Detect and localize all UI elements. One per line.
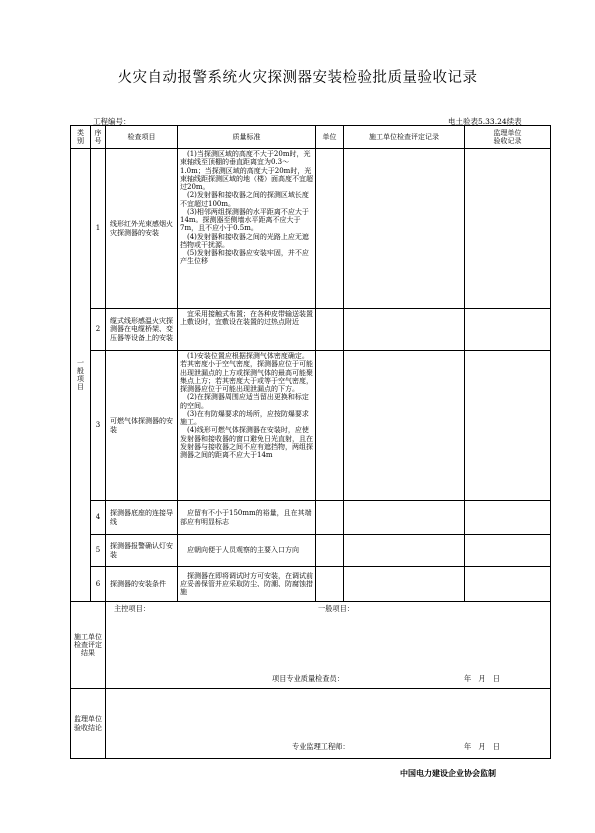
row-unit-cell[interactable] [316, 567, 344, 602]
header-supervisor-record: 监理单位 验收记录 [465, 126, 551, 149]
row-unit-cell[interactable] [316, 149, 344, 309]
supervising-engineer-label: 专业监理工程师： [292, 742, 350, 751]
row-no: 3 [91, 351, 106, 501]
row-unit-cell[interactable] [316, 351, 344, 501]
row-no: 4 [91, 501, 106, 535]
form-title: 火灾自动报警系统火灾探测器安装检验批质量验收记录 [117, 70, 478, 86]
row-standard: 探测器在即将调试时方可安装，在调试前应妥善保管并应采取防尘、防潮、防腐蚀措施 [178, 567, 316, 602]
row-standard: 应朝向便于人员观察的主要入口方向 [178, 535, 316, 567]
table-row [71, 149, 551, 309]
row-no: 5 [91, 535, 106, 567]
project-number-label: 工程编号： [93, 117, 131, 126]
row-no: 1 [91, 149, 106, 309]
row-unit-cell[interactable] [316, 535, 344, 567]
row-item: 探测器的安装条件 [106, 567, 178, 602]
general-items-label: 一般项目： [318, 604, 354, 613]
category-general: 一 般 项 目 [71, 149, 91, 602]
table-row [71, 501, 551, 535]
header-row [71, 126, 551, 149]
inspection-table [70, 125, 551, 759]
row-supervisor-cell[interactable] [465, 351, 551, 501]
row-no: 6 [91, 567, 106, 602]
footer-issuer: 中国电力建设企业协会监制 [400, 769, 496, 778]
row-contractor-cell[interactable] [344, 351, 465, 501]
header-item: 检查项目 [106, 126, 178, 149]
row-contractor-cell[interactable] [344, 567, 465, 602]
row-standard: 应留有不小于150mm的裕量，且在其端部应有明显标志 [178, 501, 316, 535]
header-standard: 质量标准 [178, 126, 316, 149]
supervisor-conclusion-cell[interactable] [106, 689, 551, 759]
form-number: 电土验表5.33.24续表 [448, 117, 522, 126]
contractor-result-row [71, 602, 551, 689]
quality-inspector-label: 项目专业质量检查员： [272, 674, 344, 683]
row-item: 缆式线形感温火灾探测器在电缆桥架、变压器等设备上的安装 [106, 309, 178, 351]
table-row [71, 535, 551, 567]
row-contractor-cell[interactable] [344, 149, 465, 309]
row-standard: (1)当探测区域的高度不大于20m时，光束轴线至顶棚的垂直距离宜为0.3～1.0m；当探测区域的高度大于20m时，光束轴线距探测区域的地（楼）面高度不宜超过20m。 (2)发射器和接收器之间的探测区域长度不宜超过100m。 (3)相邻两组探测器的水平距离不应大于14m。探测器至侧墙水平距离不应大于7m，且不应小于0.5m。 (4)发射器和接收器之间的光路上应无遮挡物或干扰源。 (5)发射器和接收器应安装牢固，并不应产生位移 [178, 149, 316, 309]
main-items-label: 主控项目： [114, 604, 150, 613]
row-unit-cell[interactable] [316, 309, 344, 351]
contractor-date: 年 月 日 [464, 674, 500, 683]
table-row [71, 567, 551, 602]
row-standard: (1)安装位置应根据探测气体密度确定。若其密度小于空气密度，探测器应位于可能出现泄漏点的上方或探测气体的最高可能聚集点上方；若其密度大于或等于空气密度，探测器应位于可能出现泄漏点的下方。 (2)在探测器周围应适当留出更换和标定的空间。 (3)在有防爆要求的场所，应按防爆要求施工。 (4)线形可燃气体探测器在安装时，应使发射器和接收器的窗口避免日光直射，且在发射器与接收器之间不应有遮挡物，两组探测器之间的距离不应大于14m [178, 351, 316, 501]
row-item: 线形红外光束感烟火灾探测器的安装 [106, 149, 178, 309]
header-unit: 单位 [316, 126, 344, 149]
supervisor-date: 年 月 日 [464, 742, 500, 751]
table-row [71, 351, 551, 501]
row-supervisor-cell[interactable] [465, 309, 551, 351]
supervisor-conclusion-row [71, 689, 551, 759]
row-supervisor-cell[interactable] [465, 501, 551, 535]
row-contractor-cell[interactable] [344, 309, 465, 351]
row-contractor-cell[interactable] [344, 501, 465, 535]
row-supervisor-cell[interactable] [465, 149, 551, 309]
contractor-result-cell[interactable] [106, 602, 551, 689]
header-contractor-record: 施工单位检查评定记录 [344, 126, 465, 149]
row-supervisor-cell[interactable] [465, 567, 551, 602]
header-category: 类 别 [71, 126, 91, 149]
row-contractor-cell[interactable] [344, 535, 465, 567]
row-item: 探测器底座的连接导线 [106, 501, 178, 535]
row-item: 可燃气体探测器的安装 [106, 351, 178, 501]
row-no: 2 [91, 309, 106, 351]
table-row [71, 309, 551, 351]
row-supervisor-cell[interactable] [465, 535, 551, 567]
row-unit-cell[interactable] [316, 501, 344, 535]
row-item: 探测器报警确认灯安装 [106, 535, 178, 567]
supervisor-conclusion-label: 监理单位 验收结论 [71, 689, 106, 759]
contractor-result-label: 施工单位 检查评定 结果 [71, 602, 106, 689]
header-seq: 序 号 [91, 126, 106, 149]
row-standard: 宜采用接触式布置；在各种皮带输送装置上敷设时，宜敷设在装置的过热点附近 [178, 309, 316, 351]
